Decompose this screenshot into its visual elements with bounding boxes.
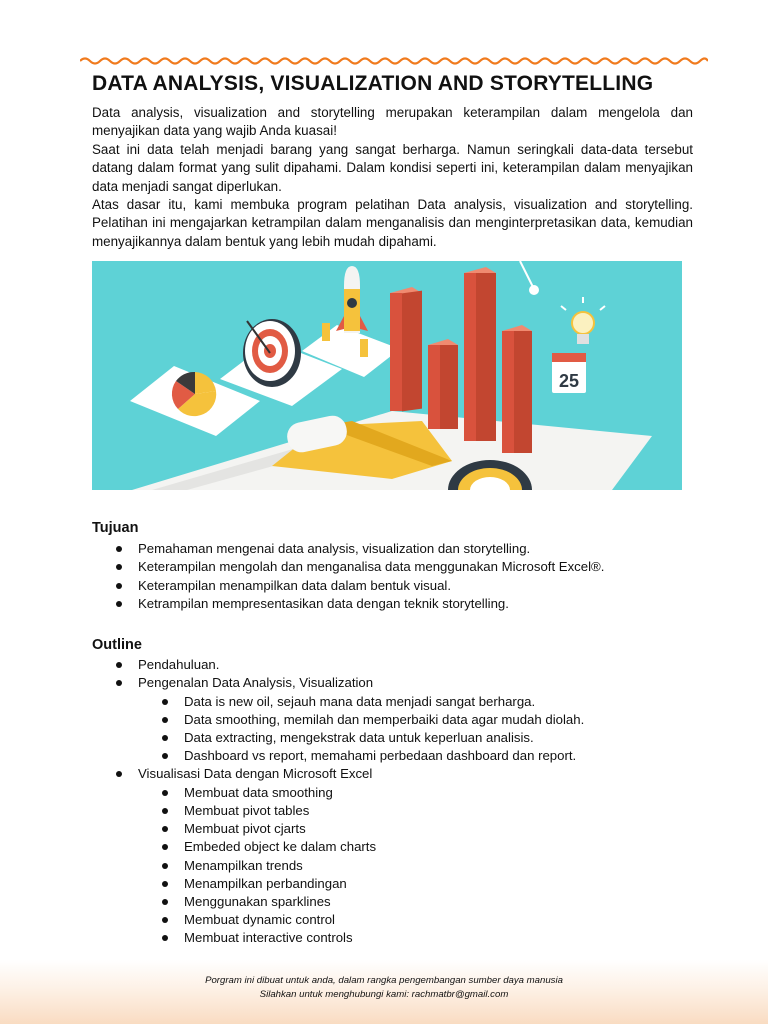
decorative-wave-line — [80, 55, 708, 67]
outline-subitem: Membuat dynamic control — [138, 911, 712, 929]
outline-heading: Outline — [92, 637, 142, 653]
bar-illustration — [502, 325, 532, 453]
outline-item — [92, 765, 712, 947]
bar-illustration — [428, 339, 458, 429]
calendar-date: 25 — [558, 371, 580, 391]
tujuan-heading: Tujuan — [92, 520, 139, 536]
page-title: DATA ANALYSIS, VISUALIZATION AND STORYTELLING — [92, 72, 654, 95]
list-item: Ketrampilan mempresentasikan data dengan teknik storytelling. — [92, 595, 712, 613]
outline-item — [92, 674, 712, 765]
bar-illustration — [464, 267, 496, 441]
list-item: Keterampilan mengolah dan menganalisa data menggunakan Microsoft Excel®. — [92, 558, 712, 576]
outline-subitem: Data is new oil, sejauh mana data menjadi sangat berharga. — [138, 693, 712, 711]
outline-subitem: Membuat data smoothing — [138, 784, 712, 802]
outline-subitem: Menampilkan perbandingan — [138, 875, 712, 893]
outline-subitem: Dashboard vs report, memahami perbedaan dashboard dan report. — [138, 747, 712, 765]
target-icon — [243, 319, 301, 387]
intro-paragraph: Atas dasar itu, kami membuka program pelatihan Data analysis, visualization and storytelling. Pelatihan ini mengajarkan ketrampilan dalam menganalisis dan menginterpretasikan data, kemudian menyajikannya dalam bentuk yang lebih mudah dipahami. — [92, 197, 693, 249]
list-item: Keterampilan menampilkan data dalam bentuk visual. — [92, 577, 712, 595]
footer-line: Porgram ini dibuat untuk anda, dalam rangka pengembangan sumber daya manusia — [205, 975, 563, 986]
footer-contact: Silahkan untuk menghubungi kami: rachmatbr@gmail.com — [259, 989, 509, 1000]
outline-subitem: Embeded object ke dalam charts — [138, 838, 712, 856]
hero-illustration — [92, 261, 682, 490]
intro-paragraph: Saat ini data telah menjadi barang yang sangat berharga. Namun seringkali data-data tersebut datang dalam format yang sulit dipahami. Dalam kondisi seperti ini, keterampilan dalam menyajikan data menjadi sangat diperlukan. — [92, 141, 693, 194]
outline-subitem: Membuat interactive controls — [138, 929, 712, 947]
list-item: Pemahaman mengenai data analysis, visualization dan storytelling. — [92, 540, 712, 558]
calendar-icon — [552, 353, 586, 393]
outline-subitem: Membuat pivot tables — [138, 802, 712, 820]
outline-subitem: Data extracting, mengekstrak data untuk keperluan analisis. — [138, 729, 712, 747]
intro-text — [92, 104, 693, 251]
outline-sublist — [138, 784, 712, 948]
outline-sublist — [138, 693, 712, 766]
outline-subitem: Menampilkan trends — [138, 857, 712, 875]
outline-subitem: Membuat pivot cjarts — [138, 820, 712, 838]
outline-list — [92, 656, 712, 948]
bar-illustration — [390, 287, 422, 411]
outline-item-label: Visualisasi Data dengan Microsoft Excel — [138, 766, 373, 782]
footer — [0, 974, 768, 1002]
tujuan-list — [92, 540, 712, 613]
outline-subitem: Data smoothing, memilah dan memperbaiki data agar mudah diolah. — [138, 711, 712, 729]
outline-subitem: Menggunakan sparklines — [138, 893, 712, 911]
outline-item-label: Pengenalan Data Analysis, Visualization — [138, 675, 374, 691]
pie-chart-icon — [172, 372, 216, 416]
intro-paragraph: Data analysis, visualization and storytelling merupakan keterampilan dalam mengelola dan menyajikan data yang wajib Anda kuasai! — [92, 105, 693, 139]
outline-item — [92, 656, 712, 674]
outline-item-label: Pendahuluan. — [138, 657, 220, 672]
